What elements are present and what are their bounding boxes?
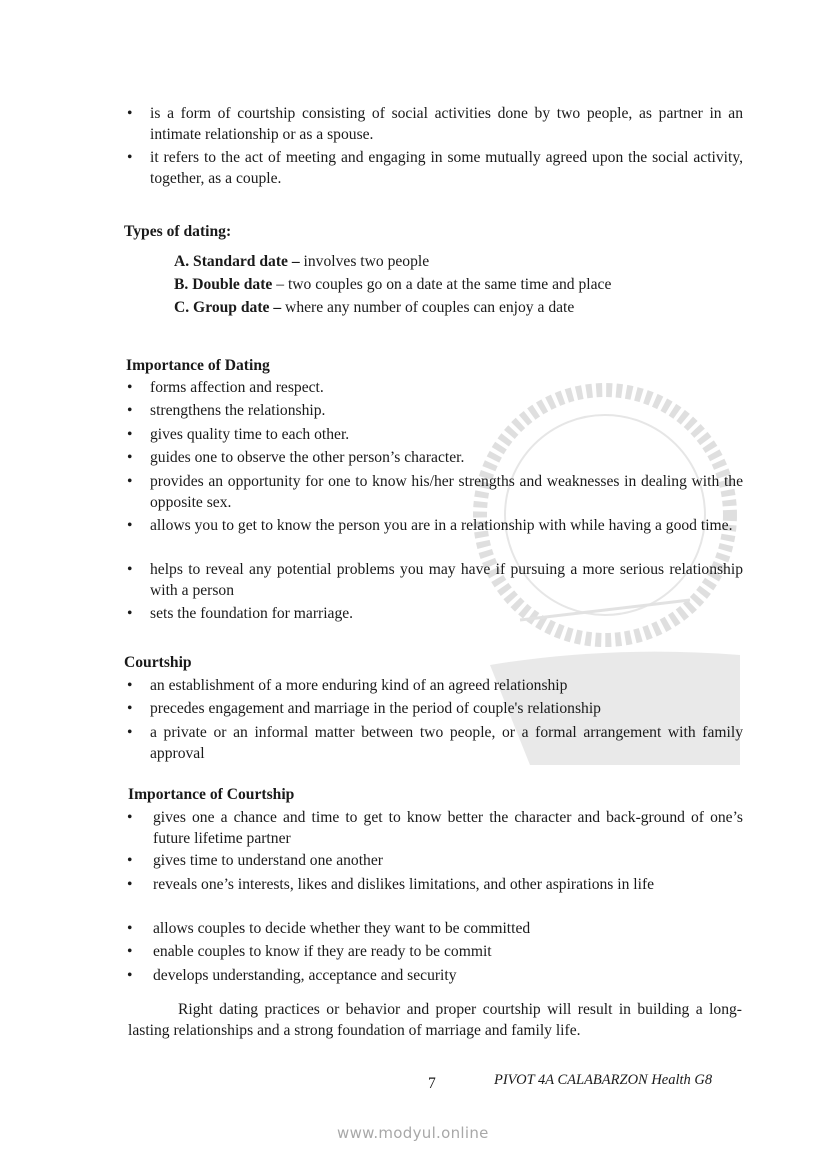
list-item: • enable couples to know if they are ready to be commit [127,943,492,960]
list-item: • forms affection and respect. [127,379,324,396]
list-item: • helps to reveal any potential problems you may have if pursuing a more serious relationship with a person [127,561,743,599]
list-item: • it refers to the act of meeting and engaging in some mutually agreed upon the social activity, together, as a couple. [127,149,743,187]
list-item: • a private or an informal matter between two people, or a formal arrangement with family approval [127,724,743,762]
watermark-url: www.modyul.online [337,1124,489,1142]
list-item: • is a form of courtship consisting of social activities done by two people, as partner in an intimate relationship or as a spouse. [127,105,743,143]
list-item: • develops understanding, acceptance and security [127,967,457,984]
list-item: • strengthens the relationship. [127,402,326,419]
page-number: 7 [428,1075,436,1092]
list-item: • precedes engagement and marriage in the period of couple's relationship [127,700,601,717]
list-item: • provides an opportunity for one to know his/her strengths and weaknesses in dealing with the opposite sex. [127,473,743,511]
list-item: • allows couples to decide whether they want to be committed [127,920,531,937]
list-item: • gives time to understand one another [127,852,383,869]
list-item: B. Double date – two couples go on a date at the same time and place [174,276,612,293]
list-item: C. Group date – where any number of couples can enjoy a date [174,299,575,316]
footer-title: PIVOT 4A CALABARZON Health G8 [494,1072,713,1088]
section-heading: Importance of Courtship [128,786,295,803]
list-item: • allows you to get to know the person you are in a relationship with while having a good time. [127,517,733,534]
list-item: A. Standard date – involves two people [174,253,430,270]
list-item: • reveals one’s interests, likes and dislikes limitations, and other aspirations in life [127,876,655,893]
closing-paragraph: Right dating practices or behavior and proper courtship will result in building a long-lasting relationships and a strong foundation of marriage and family life. [128,1001,742,1039]
list-item: • sets the foundation for marriage. [127,605,354,622]
list-item: • gives quality time to each other. [127,426,350,443]
section-heading: Types of dating: [124,223,232,240]
list-item: • an establishment of a more enduring kind of an agreed relationship [127,677,568,694]
list-item: • gives one a chance and time to get to know better the character and back-ground of one’s future lifetime partner [127,809,743,847]
section-heading: Courtship [124,654,192,671]
list-item: • guides one to observe the other person’s character. [127,449,465,466]
section-heading: Importance of Dating [126,357,270,374]
